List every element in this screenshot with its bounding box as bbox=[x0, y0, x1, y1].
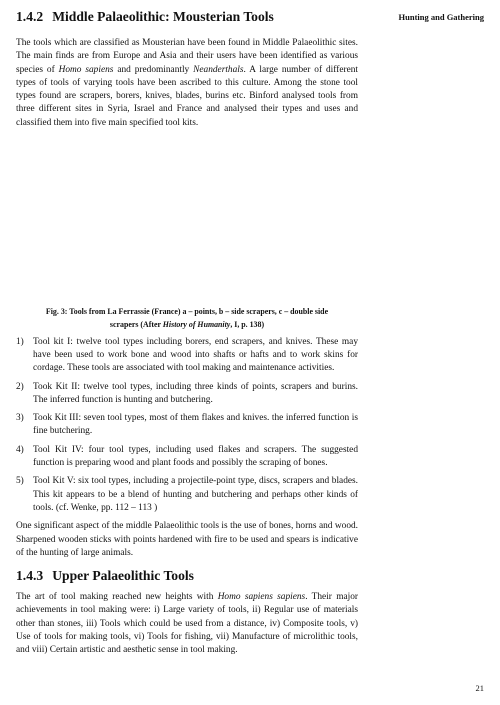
section-heading-1-4-2 bbox=[16, 9, 358, 25]
species-term: Neanderthals bbox=[193, 64, 244, 75]
section-number: 1.4.3 bbox=[16, 568, 44, 584]
upper-palaeolithic-paragraph bbox=[16, 591, 358, 657]
species-term: Homo sapiens sapiens bbox=[217, 592, 306, 603]
list-text: Tool Kit V: six tool types, including a projectile-point type, discs, scrapers and blades. This kit appears to be a blend of hunting and butchering and perhaps other kinds of tools. (cf. Wenke, pp. 112 – 113 ) bbox=[33, 476, 358, 513]
list-number: 4) bbox=[16, 444, 24, 455]
section-title: Middle Palaeolithic: Mousterian Tools bbox=[52, 9, 274, 24]
caption-book-title: History of Humanity bbox=[162, 320, 231, 330]
list-item bbox=[16, 336, 358, 376]
list-number: 5) bbox=[16, 476, 24, 487]
list-item bbox=[16, 475, 358, 515]
text-run: The tools which are classified as Mousterian have been found in Middle Palaeolithic sites. The main finds are from Europe and Asia and their users have been identified as various species of bbox=[16, 38, 358, 75]
list-text: Tool Kit IV: four tool types, including used flakes and scrapers. The suggested function is preparing wood and plant foods and possibly the scraping of bones. bbox=[33, 444, 358, 469]
section-title: Upper Palaeolithic Tools bbox=[52, 568, 194, 584]
figure-area bbox=[16, 130, 358, 305]
species-term: Homo sapiens bbox=[58, 64, 114, 75]
list-number: 2) bbox=[16, 381, 24, 392]
running-header: Hunting and Gathering bbox=[398, 12, 484, 22]
list-text: Took Kit II: twelve tool types, including three kinds of points, scrapers and burins. The inferred function is hunting and butchering. bbox=[33, 381, 358, 405]
main-column bbox=[16, 9, 358, 658]
caption-line: Fig. 3: Tools from La Ferrassie (France) a – points, b – side scrapers, c – double side bbox=[45, 307, 329, 317]
list-item bbox=[16, 444, 358, 471]
figure-caption bbox=[16, 305, 358, 332]
list-number: 3) bbox=[16, 413, 24, 424]
list-item bbox=[16, 412, 358, 439]
caption-text: , I, p. 138) bbox=[230, 320, 265, 330]
list-text: Tool kit I: twelve tool types including borers, end scrapers, and knives. These may have been used to work bone and wood into shafts or hafts and to work skins for cordage. These tools are associated with tool making and maintenance activities. bbox=[33, 336, 358, 374]
text-run: and predominantly bbox=[113, 64, 194, 75]
text-run: . A large number of different types of tools of varying tools have been ascribed to this culture. Among the stone tool types found are scrapers, borers, knives, blades, burins etc. Binford analysed tools from three different sites in Syria, Israel and France and analysed their types and uses and classified them into five main specified tool kits. bbox=[16, 64, 358, 128]
bones-paragraph: One significant aspect of the middle Palaeolithic tools is the use of bones, horns and wood. Sharpened wooden sticks with points hardened with fire to be used and spears is indicative of the hunting of large animals. bbox=[16, 521, 358, 558]
text-run: The art of tool making reached new heights with bbox=[16, 592, 218, 603]
list-number: 1) bbox=[16, 336, 24, 347]
page-number: 21 bbox=[475, 683, 484, 693]
list-text: Took Kit III: seven tool types, most of them flakes and knives. the inferred function is fine butchering. bbox=[33, 413, 358, 437]
list-item bbox=[16, 381, 358, 408]
section-number: 1.4.2 bbox=[16, 9, 44, 24]
caption-text: scrapers (After bbox=[109, 320, 163, 330]
intro-paragraph bbox=[16, 37, 358, 130]
text-run: . Their major achievements in tool making were: i) Large variety of tools, ii) Regular use of materials other than stones, iii) Tools which could be used from a distance, iv) Composite tools, v) Use of tools for making tools, vi) Tools for fishing, vii) Manufacture of microlithic tools, and viii) Certain artistic and aesthetic sense in tool making. bbox=[16, 592, 359, 656]
tool-kit-list bbox=[16, 336, 358, 516]
section-heading-1-4-3 bbox=[16, 568, 358, 584]
